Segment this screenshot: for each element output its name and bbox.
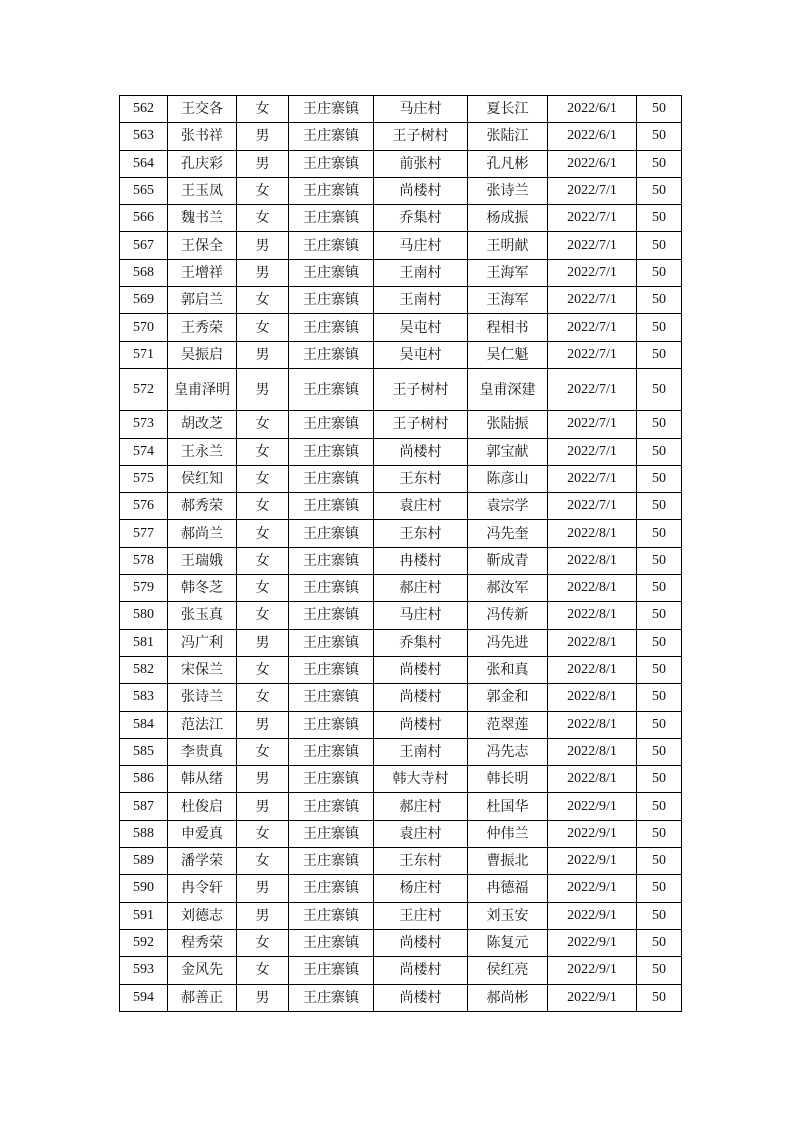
cell-payee: 王海军 [468,287,548,314]
cell-village: 王庄村 [374,902,468,929]
cell-gender: 男 [237,629,289,656]
cell-number: 574 [120,438,168,465]
cell-date: 2022/7/1 [548,205,637,232]
cell-town: 王庄寨镇 [289,259,374,286]
cell-date: 2022/7/1 [548,368,637,410]
cell-town: 王庄寨镇 [289,287,374,314]
cell-amount: 50 [637,341,682,368]
cell-town: 王庄寨镇 [289,314,374,341]
cell-date: 2022/9/1 [548,875,637,902]
cell-town: 王庄寨镇 [289,205,374,232]
cell-amount: 50 [637,232,682,259]
table-row [120,465,682,492]
cell-gender: 男 [237,793,289,820]
cell-amount: 50 [637,575,682,602]
table-row [120,411,682,438]
cell-amount: 50 [637,684,682,711]
cell-date: 2022/8/1 [548,575,637,602]
cell-number: 562 [120,96,168,123]
cell-name: 王玉凤 [168,177,237,204]
cell-payee: 冯传新 [468,602,548,629]
cell-village: 王东村 [374,465,468,492]
cell-date: 2022/7/1 [548,287,637,314]
cell-gender: 男 [237,123,289,150]
cell-village: 尚楼村 [374,957,468,984]
cell-number: 581 [120,629,168,656]
cell-amount: 50 [637,259,682,286]
cell-gender: 女 [237,656,289,683]
cell-payee: 郭宝献 [468,438,548,465]
cell-payee: 仲伟兰 [468,820,548,847]
cell-date: 2022/7/1 [548,438,637,465]
cell-payee: 曹振北 [468,848,548,875]
cell-payee: 吴仁魁 [468,341,548,368]
cell-amount: 50 [637,738,682,765]
table-row [120,602,682,629]
cell-town: 王庄寨镇 [289,957,374,984]
cell-gender: 男 [237,259,289,286]
cell-amount: 50 [637,793,682,820]
cell-amount: 50 [637,547,682,574]
cell-village: 郝庄村 [374,575,468,602]
cell-payee: 王明献 [468,232,548,259]
cell-number: 588 [120,820,168,847]
cell-town: 王庄寨镇 [289,656,374,683]
cell-number: 571 [120,341,168,368]
cell-town: 王庄寨镇 [289,520,374,547]
cell-amount: 50 [637,287,682,314]
cell-payee: 冯先奎 [468,520,548,547]
cell-name: 王永兰 [168,438,237,465]
cell-town: 王庄寨镇 [289,848,374,875]
cell-date: 2022/9/1 [548,984,637,1011]
cell-payee: 陈复元 [468,929,548,956]
cell-payee: 袁宗学 [468,493,548,520]
cell-number: 590 [120,875,168,902]
cell-town: 王庄寨镇 [289,232,374,259]
cell-number: 594 [120,984,168,1011]
cell-amount: 50 [637,314,682,341]
table-row [120,314,682,341]
cell-village: 马庄村 [374,232,468,259]
cell-gender: 女 [237,602,289,629]
cell-village: 袁庄村 [374,820,468,847]
table-row [120,123,682,150]
cell-number: 579 [120,575,168,602]
table-row [120,205,682,232]
cell-town: 王庄寨镇 [289,547,374,574]
cell-gender: 男 [237,368,289,410]
cell-gender: 男 [237,711,289,738]
cell-payee: 刘玉安 [468,902,548,929]
cell-village: 王子树村 [374,123,468,150]
cell-village: 尚楼村 [374,684,468,711]
cell-number: 589 [120,848,168,875]
cell-gender: 女 [237,314,289,341]
cell-town: 王庄寨镇 [289,929,374,956]
cell-name: 宋保兰 [168,656,237,683]
cell-village: 乔集村 [374,205,468,232]
cell-gender: 女 [237,438,289,465]
cell-gender: 女 [237,287,289,314]
table-row [120,957,682,984]
cell-name: 郝善正 [168,984,237,1011]
cell-payee: 陈彦山 [468,465,548,492]
cell-town: 王庄寨镇 [289,684,374,711]
cell-payee: 冯先进 [468,629,548,656]
table-row [120,438,682,465]
cell-number: 576 [120,493,168,520]
cell-gender: 男 [237,150,289,177]
cell-number: 573 [120,411,168,438]
cell-name: 申爱真 [168,820,237,847]
cell-gender: 女 [237,205,289,232]
cell-name: 郝秀荣 [168,493,237,520]
cell-name: 张书祥 [168,123,237,150]
cell-town: 王庄寨镇 [289,629,374,656]
cell-name: 张诗兰 [168,684,237,711]
cell-amount: 50 [637,711,682,738]
cell-date: 2022/9/1 [548,820,637,847]
cell-amount: 50 [637,929,682,956]
cell-payee: 韩长明 [468,766,548,793]
table-row [120,547,682,574]
cell-village: 前张村 [374,150,468,177]
cell-village: 马庄村 [374,602,468,629]
cell-amount: 50 [637,875,682,902]
cell-number: 565 [120,177,168,204]
cell-amount: 50 [637,848,682,875]
table-row [120,150,682,177]
cell-town: 王庄寨镇 [289,902,374,929]
cell-name: 杜俊启 [168,793,237,820]
cell-amount: 50 [637,411,682,438]
cell-town: 王庄寨镇 [289,711,374,738]
cell-date: 2022/9/1 [548,957,637,984]
cell-payee: 杜国华 [468,793,548,820]
cell-date: 2022/6/1 [548,123,637,150]
table-body [120,96,682,1012]
cell-number: 592 [120,929,168,956]
cell-number: 587 [120,793,168,820]
cell-date: 2022/9/1 [548,848,637,875]
table-row [120,287,682,314]
cell-name: 范法江 [168,711,237,738]
cell-name: 胡改芝 [168,411,237,438]
cell-village: 王子树村 [374,411,468,438]
table-row [120,848,682,875]
cell-gender: 女 [237,96,289,123]
cell-amount: 50 [637,602,682,629]
cell-name: 皇甫泽明 [168,368,237,410]
cell-payee: 郝汝军 [468,575,548,602]
table-row [120,259,682,286]
table-row [120,929,682,956]
cell-number: 583 [120,684,168,711]
cell-payee: 张陆振 [468,411,548,438]
cell-date: 2022/7/1 [548,259,637,286]
cell-town: 王庄寨镇 [289,575,374,602]
cell-date: 2022/9/1 [548,793,637,820]
cell-name: 王保全 [168,232,237,259]
cell-date: 2022/8/1 [548,629,637,656]
cell-gender: 女 [237,929,289,956]
cell-number: 564 [120,150,168,177]
cell-gender: 男 [237,875,289,902]
cell-town: 王庄寨镇 [289,438,374,465]
cell-town: 王庄寨镇 [289,411,374,438]
cell-town: 王庄寨镇 [289,493,374,520]
cell-village: 吴屯村 [374,341,468,368]
cell-gender: 女 [237,738,289,765]
cell-gender: 女 [237,575,289,602]
cell-amount: 50 [637,438,682,465]
cell-village: 王东村 [374,848,468,875]
cell-payee: 王海军 [468,259,548,286]
table-row [120,902,682,929]
cell-number: 585 [120,738,168,765]
cell-name: 冯广利 [168,629,237,656]
table-row [120,875,682,902]
cell-gender: 女 [237,848,289,875]
cell-name: 韩冬芝 [168,575,237,602]
cell-amount: 50 [637,368,682,410]
cell-gender: 男 [237,902,289,929]
cell-number: 582 [120,656,168,683]
cell-name: 王增祥 [168,259,237,286]
cell-date: 2022/7/1 [548,314,637,341]
table-row [120,177,682,204]
cell-town: 王庄寨镇 [289,738,374,765]
cell-date: 2022/7/1 [548,411,637,438]
cell-amount: 50 [637,766,682,793]
cell-name: 韩从绪 [168,766,237,793]
cell-number: 567 [120,232,168,259]
cell-payee: 程相书 [468,314,548,341]
cell-gender: 男 [237,984,289,1011]
cell-amount: 50 [637,957,682,984]
cell-amount: 50 [637,465,682,492]
cell-village: 尚楼村 [374,177,468,204]
cell-town: 王庄寨镇 [289,368,374,410]
cell-amount: 50 [637,123,682,150]
cell-amount: 50 [637,205,682,232]
cell-amount: 50 [637,177,682,204]
cell-town: 王庄寨镇 [289,123,374,150]
cell-gender: 女 [237,684,289,711]
cell-date: 2022/8/1 [548,656,637,683]
cell-village: 尚楼村 [374,656,468,683]
cell-date: 2022/7/1 [548,177,637,204]
cell-amount: 50 [637,984,682,1011]
cell-number: 568 [120,259,168,286]
cell-payee: 郝尚彬 [468,984,548,1011]
cell-payee: 杨成振 [468,205,548,232]
cell-name: 吴振启 [168,341,237,368]
cell-amount: 50 [637,656,682,683]
cell-amount: 50 [637,150,682,177]
table-row [120,793,682,820]
cell-town: 王庄寨镇 [289,984,374,1011]
cell-date: 2022/6/1 [548,150,637,177]
cell-town: 王庄寨镇 [289,820,374,847]
cell-amount: 50 [637,629,682,656]
cell-payee: 张诗兰 [468,177,548,204]
cell-payee: 张和真 [468,656,548,683]
cell-gender: 女 [237,411,289,438]
cell-name: 程秀荣 [168,929,237,956]
cell-village: 吴屯村 [374,314,468,341]
cell-payee: 靳成青 [468,547,548,574]
cell-village: 马庄村 [374,96,468,123]
cell-number: 577 [120,520,168,547]
cell-town: 王庄寨镇 [289,793,374,820]
cell-town: 王庄寨镇 [289,875,374,902]
table-row [120,820,682,847]
cell-name: 郝尚兰 [168,520,237,547]
cell-date: 2022/6/1 [548,96,637,123]
cell-gender: 女 [237,547,289,574]
cell-village: 袁庄村 [374,493,468,520]
cell-village: 王南村 [374,287,468,314]
cell-town: 王庄寨镇 [289,341,374,368]
cell-payee: 夏长江 [468,96,548,123]
cell-name: 魏书兰 [168,205,237,232]
cell-gender: 男 [237,766,289,793]
cell-gender: 男 [237,341,289,368]
cell-name: 金风先 [168,957,237,984]
table-row [120,341,682,368]
cell-village: 尚楼村 [374,711,468,738]
cell-date: 2022/7/1 [548,493,637,520]
cell-number: 570 [120,314,168,341]
table-row [120,629,682,656]
table-row [120,738,682,765]
cell-date: 2022/8/1 [548,766,637,793]
cell-number: 593 [120,957,168,984]
cell-village: 尚楼村 [374,984,468,1011]
cell-number: 572 [120,368,168,410]
cell-date: 2022/8/1 [548,738,637,765]
cell-name: 王交各 [168,96,237,123]
cell-date: 2022/8/1 [548,711,637,738]
cell-payee: 孔凡彬 [468,150,548,177]
table-row [120,984,682,1011]
cell-village: 王南村 [374,738,468,765]
cell-village: 郝庄村 [374,793,468,820]
cell-name: 王瑞娥 [168,547,237,574]
cell-gender: 女 [237,520,289,547]
cell-village: 尚楼村 [374,438,468,465]
cell-date: 2022/8/1 [548,602,637,629]
cell-number: 578 [120,547,168,574]
cell-number: 563 [120,123,168,150]
cell-name: 潘学荣 [168,848,237,875]
table-row [120,684,682,711]
cell-village: 尚楼村 [374,929,468,956]
cell-name: 孔庆彩 [168,150,237,177]
cell-town: 王庄寨镇 [289,465,374,492]
cell-gender: 女 [237,820,289,847]
cell-town: 王庄寨镇 [289,150,374,177]
cell-number: 591 [120,902,168,929]
cell-name: 郭启兰 [168,287,237,314]
table-row [120,96,682,123]
cell-name: 侯红知 [168,465,237,492]
table-row [120,493,682,520]
cell-amount: 50 [637,902,682,929]
cell-town: 王庄寨镇 [289,602,374,629]
cell-gender: 女 [237,493,289,520]
cell-name: 刘德志 [168,902,237,929]
cell-date: 2022/9/1 [548,929,637,956]
cell-town: 王庄寨镇 [289,177,374,204]
cell-village: 乔集村 [374,629,468,656]
cell-number: 569 [120,287,168,314]
cell-amount: 50 [637,96,682,123]
cell-name: 王秀荣 [168,314,237,341]
cell-town: 王庄寨镇 [289,766,374,793]
cell-village: 王子树村 [374,368,468,410]
cell-village: 韩大寺村 [374,766,468,793]
cell-payee: 范翠莲 [468,711,548,738]
cell-amount: 50 [637,493,682,520]
cell-payee: 皇甫深建 [468,368,548,410]
cell-village: 王东村 [374,520,468,547]
cell-date: 2022/7/1 [548,341,637,368]
cell-payee: 冯先志 [468,738,548,765]
cell-payee: 冉德福 [468,875,548,902]
cell-gender: 女 [237,177,289,204]
table-row [120,656,682,683]
table-row [120,575,682,602]
cell-number: 575 [120,465,168,492]
cell-village: 王南村 [374,259,468,286]
cell-payee: 侯红亮 [468,957,548,984]
cell-name: 张玉真 [168,602,237,629]
cell-number: 586 [120,766,168,793]
cell-date: 2022/8/1 [548,547,637,574]
cell-name: 李贵真 [168,738,237,765]
records-table [119,95,682,1012]
cell-payee: 郭金和 [468,684,548,711]
cell-village: 冉楼村 [374,547,468,574]
table-row [120,232,682,259]
cell-gender: 女 [237,465,289,492]
cell-date: 2022/8/1 [548,684,637,711]
cell-name: 冉令轩 [168,875,237,902]
cell-date: 2022/9/1 [548,902,637,929]
table-row [120,520,682,547]
cell-amount: 50 [637,520,682,547]
cell-date: 2022/7/1 [548,465,637,492]
cell-number: 566 [120,205,168,232]
cell-town: 王庄寨镇 [289,96,374,123]
cell-gender: 男 [237,232,289,259]
table-row [120,766,682,793]
cell-payee: 张陆江 [468,123,548,150]
cell-gender: 女 [237,957,289,984]
cell-number: 584 [120,711,168,738]
table-row [120,368,682,410]
cell-village: 杨庄村 [374,875,468,902]
table-row [120,711,682,738]
cell-number: 580 [120,602,168,629]
cell-date: 2022/8/1 [548,520,637,547]
cell-amount: 50 [637,820,682,847]
cell-date: 2022/7/1 [548,232,637,259]
